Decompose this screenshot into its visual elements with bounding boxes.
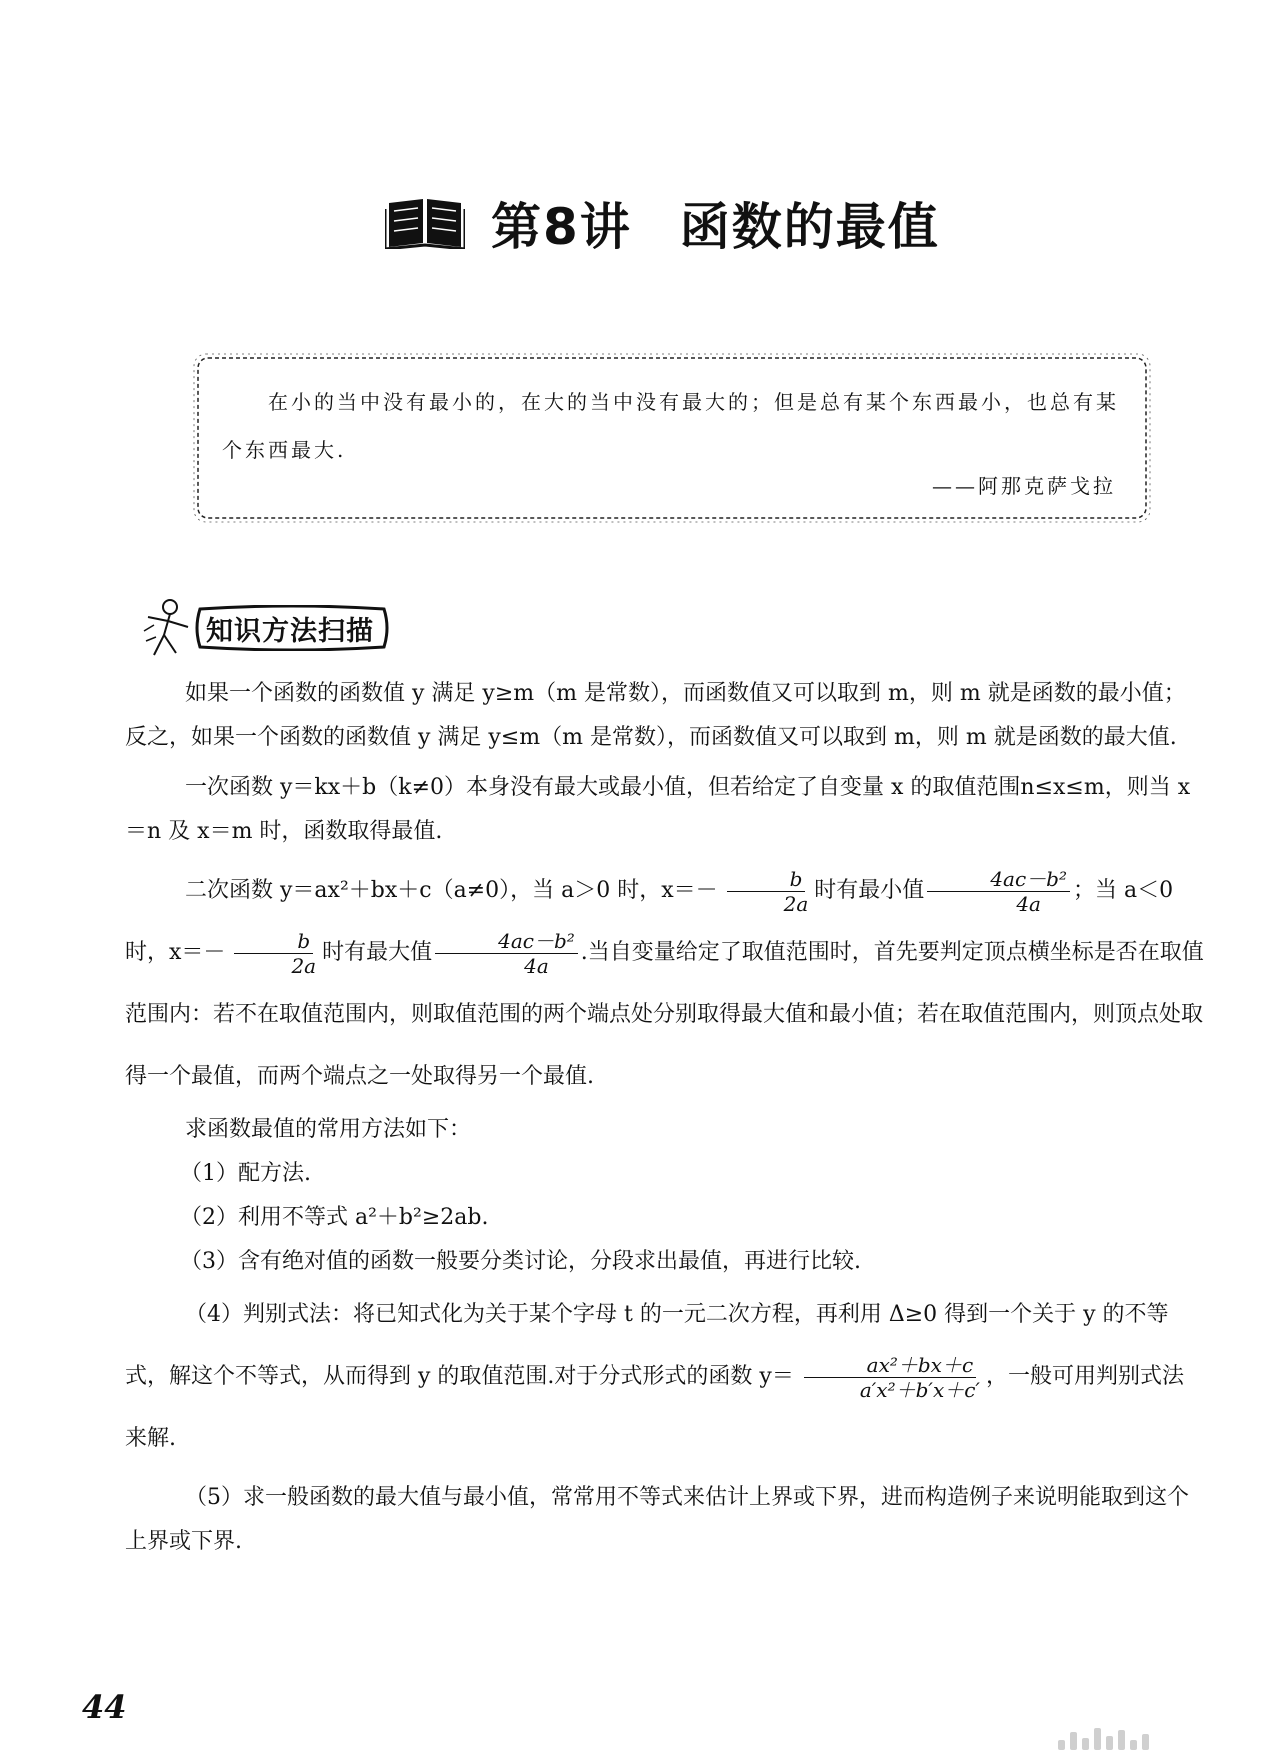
- method-3: （3）含有绝对值的函数一般要分类讨论，分段求出最值，再进行比较.: [180, 1249, 861, 1274]
- lecture-number: 第8讲: [491, 198, 632, 256]
- section-heading-text: 知识方法扫描: [206, 615, 374, 647]
- fraction-extremum-2: $\frac{\text{4ac－b²}}{4a}$: [435, 929, 578, 978]
- section-heading: [140, 595, 390, 661]
- quote-author: ——阿那克萨戈拉: [932, 474, 1116, 498]
- paragraph-min-max-definition: 如果一个函数的函数值 y 满足 y≥m（m 是常数），而函数值又可以取到 m，则 m 就是函数的最小值；反之，如果一个函数的函数值 y 满足 y≤m（m 是常数），而函数值又可以取到 m，则 m 就是函数的最大值.: [125, 681, 1186, 750]
- section-banner: [194, 605, 390, 651]
- method-2: （2）利用不等式 a²＋b²≥2ab.: [180, 1205, 489, 1230]
- stick-figure-icon: [140, 595, 192, 661]
- quote-text: 在小的当中没有最小的，在大的当中没有最大的；但是总有某个东西最小，也总有某个东西最大.: [222, 390, 1119, 462]
- lecture-topic: 函数的最值: [679, 198, 940, 256]
- book-icon: [385, 197, 465, 249]
- body-content: [125, 672, 1205, 1564]
- methods-intro: 求函数最值的常用方法如下：: [185, 1117, 472, 1142]
- quote-box: [192, 352, 1152, 524]
- chapter-title: [385, 188, 940, 258]
- method-1: （1）配方法.: [180, 1161, 311, 1186]
- method-5: （5）求一般函数的最大值与最小值，常常用不等式来估计上界或下界，进而构造例子来说明能取到这个上界或下界.: [125, 1485, 1190, 1554]
- fraction-neg-b-over-2a-2: $\frac{b}{2a}$: [228, 929, 319, 978]
- page-number: 44: [82, 1688, 127, 1726]
- paragraph-quadratic-function: 二次函数 y＝ax²＋bx＋c（a≠0），当 a＞0 时，x＝－ $\frac{b}{2a}$ 时有最小值 $\frac{\text{4ac－b²}}{4a}$ ；当 a＜0 时，x＝－ $\frac{b}{2a}$ 时有最大值 $\frac{\text{4ac－b²}}{4a}$ .当自变量给定了取值范围时，首先要判定顶点横坐标是否在取值范围内：若不在取值范围内，则取值范围的两个端点处分别取得最大值和最小值；若在取值范围内，则顶点处取得一个最值，而两个端点之一处取得另一个最值.: [125, 866, 1204, 1089]
- paragraph-linear-function: 一次函数 y＝kx＋b（k≠0）本身没有最大或最小值，但若给定了自变量 x 的取值范围n≤x≤m，则当 x＝n 及 x＝m 时，函数取得最值.: [125, 775, 1191, 844]
- fraction-rational-function: $\frac{\text{ax²＋bx＋c}}{\text{a′x²＋b′x＋c′}}$: [797, 1353, 983, 1402]
- watermark-graphic: [1058, 1726, 1238, 1750]
- method-4: （4）判别式法：将已知式化为关于某个字母 t 的一元二次方程，再利用 Δ≥0 得到一个关于 y 的不等式，解这个不等式，从而得到 y 的取值范围.对于分式形式的函数 y＝ $\frac{\text{ax²＋bx＋c}}{\text{a′x²＋b′x＋c′}}$ ，一般可用判别式法来解.: [125, 1302, 1184, 1451]
- fraction-extremum: $\frac{\text{4ac－b²}}{4a}$: [927, 867, 1070, 916]
- fraction-neg-b-over-2a: $\frac{b}{2a}$: [721, 867, 812, 916]
